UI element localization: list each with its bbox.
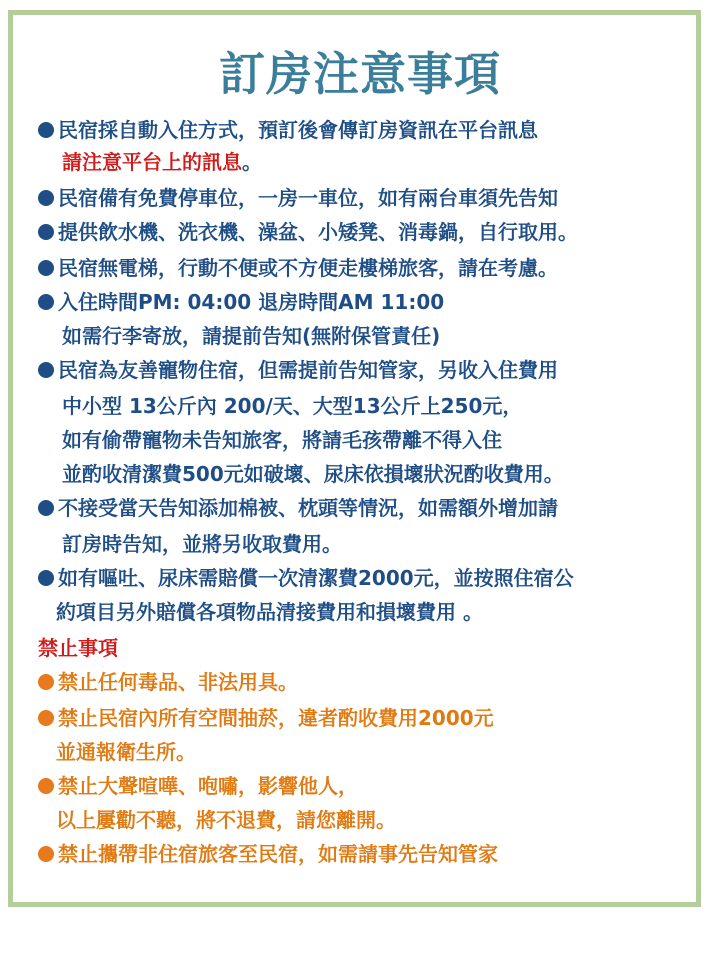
bullet-icon — [38, 122, 54, 138]
prohibited-smoking — [38, 704, 494, 732]
prohibited-noise — [38, 772, 358, 800]
prohibited-text: 禁止大聲喧嘩、咆嘯，影響他人， — [58, 774, 358, 798]
note-text: 民宿為友善寵物住宿，但需提前告知管家，另收入住費用 — [58, 358, 558, 382]
note-pet-fee: 中小型 13公斤內 200/天、大型13公斤上250元， — [62, 394, 523, 418]
bullet-icon — [38, 778, 54, 794]
note-vomit — [38, 564, 574, 592]
note-text: 民宿採自動入住方式，預訂後會傳訂房資訊在平台訊息 — [58, 118, 538, 142]
note-luggage: 如需行李寄放，請提前告知(無附保管責任) — [62, 324, 441, 348]
bullet-icon — [38, 260, 54, 276]
prohibited-heading: 禁止事項 — [38, 636, 118, 660]
note-checkin-time — [38, 288, 444, 316]
prohibited-noise-cont: 以上屢勸不聽，將不退費，請您離開。 — [56, 808, 396, 832]
bullet-icon — [38, 190, 54, 206]
bullet-icon — [38, 674, 54, 690]
prohibited-text: 禁止任何毒品、非法用具。 — [58, 670, 298, 694]
note-pet-unreported: 如有偷帶寵物未告知旅客，將請毛孩帶離不得入住 — [62, 428, 502, 452]
note-text: 如有嘔吐、尿床需賠償一次清潔費2000元，並按照住宿公 — [58, 566, 574, 590]
bullet-icon — [38, 710, 54, 726]
note-pets — [38, 356, 558, 384]
bullet-icon — [38, 846, 54, 862]
prohibited-text: 禁止攜帶非住宿旅客至民宿，如需請事先告知管家 — [58, 842, 498, 866]
note-text: 。 — [242, 150, 262, 174]
page-title: 訂房注意事項 — [219, 47, 501, 101]
note-parking — [38, 184, 558, 212]
note-self-checkin — [38, 116, 538, 144]
note-text: 不接受當天告知添加棉被、枕頭等情況，如需額外增加請 — [58, 496, 558, 520]
prohibited-drugs — [38, 668, 298, 696]
bullet-icon — [38, 294, 54, 310]
prohibited-guests — [38, 840, 498, 868]
warning-text: 請注意平台上的訊息 — [62, 150, 242, 174]
note-text: 入住時間PM: 04:00 退房時間AM 11:00 — [58, 290, 445, 314]
bullet-icon — [38, 570, 54, 586]
bullet-icon — [38, 224, 54, 240]
note-vomit-cont: 約項目另外賠償各項物品清接費用和損壞費用 。 — [56, 600, 483, 624]
note-text: 民宿無電梯，行動不便或不方便走樓梯旅客，請在考慮。 — [58, 256, 558, 280]
note-amenities — [38, 218, 578, 246]
note-text: 提供飲水機、洗衣機、澡盆、小矮凳、消毒鍋，自行取用。 — [58, 220, 578, 244]
note-platform-warning — [62, 148, 262, 176]
bullet-icon — [38, 362, 54, 378]
note-bedding — [38, 494, 558, 522]
prohibited-smoking-cont: 並通報衛生所。 — [56, 740, 196, 764]
note-bedding-cont: 訂房時告知，並將另收取費用。 — [62, 532, 342, 556]
note-cleaning-fee: 並酌收清潔費500元如破壞、尿床依損壞狀況酌收費用。 — [62, 462, 564, 486]
bullet-icon — [38, 500, 54, 516]
prohibited-text: 禁止民宿內所有空間抽菸，違者酌收費用2000元 — [58, 706, 494, 730]
note-no-elevator — [38, 254, 558, 282]
note-text: 民宿備有免費停車位，一房一車位，如有兩台車須先告知 — [58, 186, 558, 210]
